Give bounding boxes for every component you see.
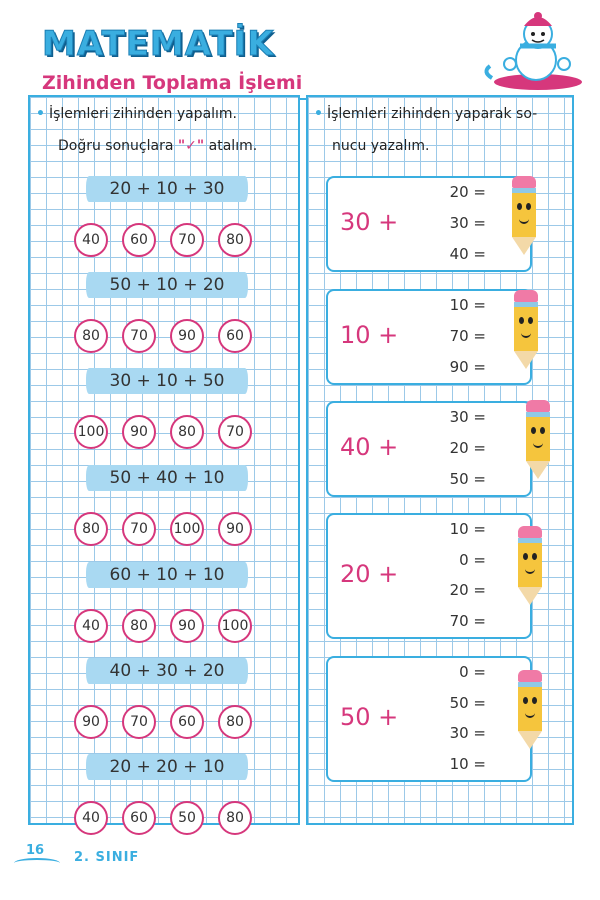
addend-row[interactable]: 90 = [449,357,486,376]
base-number: 50 + [340,703,399,731]
fill-in-box [326,656,532,782]
pencil-eye [523,697,528,704]
addend-row[interactable]: 40 = [449,244,486,263]
left-instruction-line2-before: Doğru sonuçlara [58,138,174,154]
addend-row[interactable]: 30 = [449,724,486,743]
wave-decoration [14,858,60,868]
pencil-eraser [518,670,542,682]
answer-choice-circle[interactable]: 80 [74,512,108,546]
pencil-mouth [519,217,529,224]
snowman-sled-illustration [478,12,588,94]
answer-choice-circle[interactable]: 80 [218,801,252,835]
pencil-eraser [518,526,542,538]
answer-choice-circle[interactable]: 70 [122,705,156,739]
pencil-eye [531,427,536,434]
left-instruction-line1: İşlemleri zihinden yapalım. [48,106,238,122]
answer-choice-circle[interactable]: 60 [218,319,252,353]
addition-expression: 20 + 10 + 30 [92,176,242,202]
addend-row[interactable]: 10 = [449,754,486,773]
pencil-eraser [512,176,536,188]
answer-choice-circle[interactable]: 80 [218,223,252,257]
answer-choice-circle[interactable]: 70 [218,415,252,449]
answer-choice-circle[interactable]: 80 [122,609,156,643]
answer-choice-circle[interactable]: 80 [218,705,252,739]
check-mark-icon: "✓" [177,138,205,154]
answer-choice-circle[interactable]: 100 [74,415,108,449]
addend-row[interactable]: 70 = [449,611,486,630]
pencil-character-icon [512,670,548,749]
right-instruction-line1: İşlemleri zihinden yaparak so- [326,106,538,122]
pencil-tip [514,351,538,369]
pencil-character-icon [508,290,544,369]
pencil-tip [512,237,536,255]
pencil-body [518,543,542,587]
pencil-eye [532,553,537,560]
addend-row[interactable]: 50 = [449,693,486,712]
bullet-icon: • [36,106,45,122]
answer-choice-circle[interactable]: 100 [170,512,204,546]
pencil-tip [518,731,542,749]
answer-choice-circle[interactable]: 60 [122,223,156,257]
pencil-eraser [526,400,550,412]
pencil-eye [526,203,531,210]
addition-expression: 40 + 30 + 20 [92,658,242,684]
addend-row[interactable]: 30 = [449,408,486,427]
answer-choice-circle[interactable]: 50 [170,801,204,835]
answer-choice-circle[interactable]: 70 [122,319,156,353]
pencil-mouth [533,441,543,448]
addend-row[interactable]: 10 = [449,520,486,539]
addend-row[interactable]: 10 = [449,296,486,315]
addition-expression: 60 + 10 + 10 [92,562,242,588]
answer-choice-circle[interactable]: 80 [170,415,204,449]
pencil-eye [517,203,522,210]
pencil-eye [540,427,545,434]
addend-row[interactable]: 20 = [449,183,486,202]
base-number: 30 + [340,208,399,236]
addend-row[interactable]: 20 = [449,581,486,600]
answer-choice-circle[interactable]: 90 [170,609,204,643]
answer-choice-circle[interactable]: 70 [122,512,156,546]
answer-choice-circle[interactable]: 40 [74,801,108,835]
fill-in-box [326,289,532,385]
grade-label: 2. SINIF [74,850,140,865]
answer-choice-circle[interactable]: 90 [122,415,156,449]
pencil-tip [518,587,542,605]
pencil-body [512,193,536,237]
addend-row[interactable]: 0 = [459,663,486,682]
answer-choice-circle[interactable]: 70 [170,223,204,257]
pencil-character-icon [520,400,556,479]
answer-choice-circle[interactable]: 40 [74,609,108,643]
pencil-eraser [514,290,538,302]
pencil-eye [528,317,533,324]
page-subtitle: Zihinden Toplama İşlemi [42,72,303,94]
pencil-mouth [521,331,531,338]
answer-choice-circle[interactable]: 60 [170,705,204,739]
pencil-eye [523,553,528,560]
addend-row[interactable]: 70 = [449,327,486,345]
addition-expression: 20 + 20 + 10 [92,754,242,780]
pencil-character-icon [512,526,548,605]
answer-choice-circle[interactable]: 90 [218,512,252,546]
fill-in-box [326,176,532,272]
left-instruction [36,98,292,162]
pencil-mouth [525,711,535,718]
addend-row[interactable]: 50 = [449,469,486,488]
pencil-body [514,307,538,351]
answer-choice-circle[interactable]: 90 [74,705,108,739]
addition-expression: 50 + 40 + 10 [92,465,242,491]
bullet-icon: • [314,106,323,122]
pencil-tip [526,461,550,479]
right-instruction-line2: nucu yazalım. [332,138,430,154]
answer-choice-circle[interactable]: 100 [218,609,252,643]
pencil-body [526,417,550,461]
addend-row[interactable]: 30 = [449,214,486,232]
base-number: 40 + [340,433,399,461]
addition-expression: 50 + 10 + 20 [92,272,242,298]
answer-choice-circle[interactable]: 40 [74,223,108,257]
page-number: 16 [26,843,45,858]
right-instruction [314,98,572,162]
addend-row[interactable]: 20 = [449,439,486,457]
left-instruction-line2-after: atalım. [208,138,258,154]
base-number: 20 + [340,560,399,588]
fill-in-box [326,401,532,497]
left-grid-panel [28,95,300,825]
fill-in-box [326,513,532,639]
pencil-eye [532,697,537,704]
pencil-mouth [525,567,535,574]
answer-choice-circle[interactable]: 80 [74,319,108,353]
answer-choice-circle[interactable]: 90 [170,319,204,353]
addition-expression: 30 + 10 + 50 [92,368,242,394]
page-title: MATEMATİK [42,24,275,64]
answer-choice-circle[interactable]: 60 [122,801,156,835]
addend-row[interactable]: 0 = [459,550,486,569]
pencil-body [518,687,542,731]
base-number: 10 + [340,321,399,349]
pencil-character-icon [506,176,542,255]
pencil-eye [519,317,524,324]
